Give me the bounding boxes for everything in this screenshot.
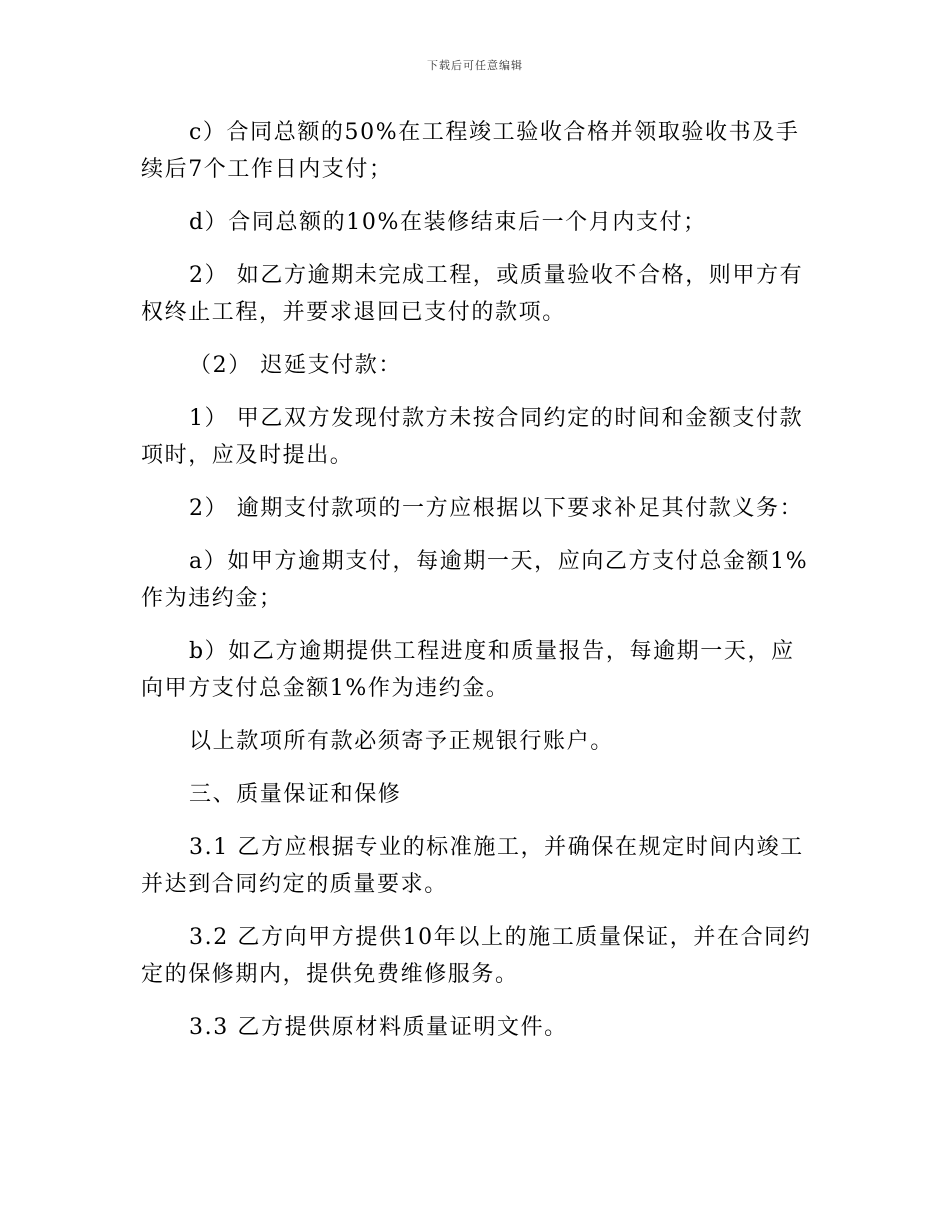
clause-b-penalty: b）如乙方逾期提供工程进度和质量报告，每逾期一天，应向甲方支付总金额1%作为违约金。 [141,639,795,701]
clause-bank-account: 以上款项所有款必须寄予正规银行账户。 [189,729,614,754]
clause-3-2: 3.2 乙方向甲方提供10年以上的施工质量保证，并在合同约定的保修期内，提供免费维修服务。 [141,925,812,987]
clause-a-penalty: a）如甲方逾期支付，每逾期一天，应向乙方支付总金额1%作为违约金； [141,549,809,611]
clause-c-payment: c）合同总额的50%在工程竣工验收合格并领取验收书及手续后7个工作日内支付； [141,120,800,182]
clause-3-1: 3.1 乙方应根据专业的标准施工，并确保在规定时间内竣工并达到合同约定的质量要求。 [141,835,804,897]
page-header: 下载后可任意编辑 [427,59,523,72]
clause-3-3: 3.3 乙方提供原材料质量证明文件。 [189,1015,568,1040]
clause-d-payment: d）合同总额的10%在装修结束后一个月内支付； [189,210,707,235]
clause-delay-notice: 1） 甲乙双方发现付款方未按合同约定的时间和金额支付款项时，应及时提出。 [141,406,804,468]
clause-delay-obligation: 2） 逾期支付款项的一方应根据以下要求补足其付款义务： [189,496,804,521]
document-body [141,114,813,1062]
section-title-quality: 三、质量保证和保修 [189,782,402,807]
clause-termination: 2） 如乙方逾期未完成工程，或质量验收不合格，则甲方有权终止工程，并要求退回已支付的款项。 [141,263,804,325]
section-delayed-payment: （2） 迟延支付款： [189,353,402,378]
